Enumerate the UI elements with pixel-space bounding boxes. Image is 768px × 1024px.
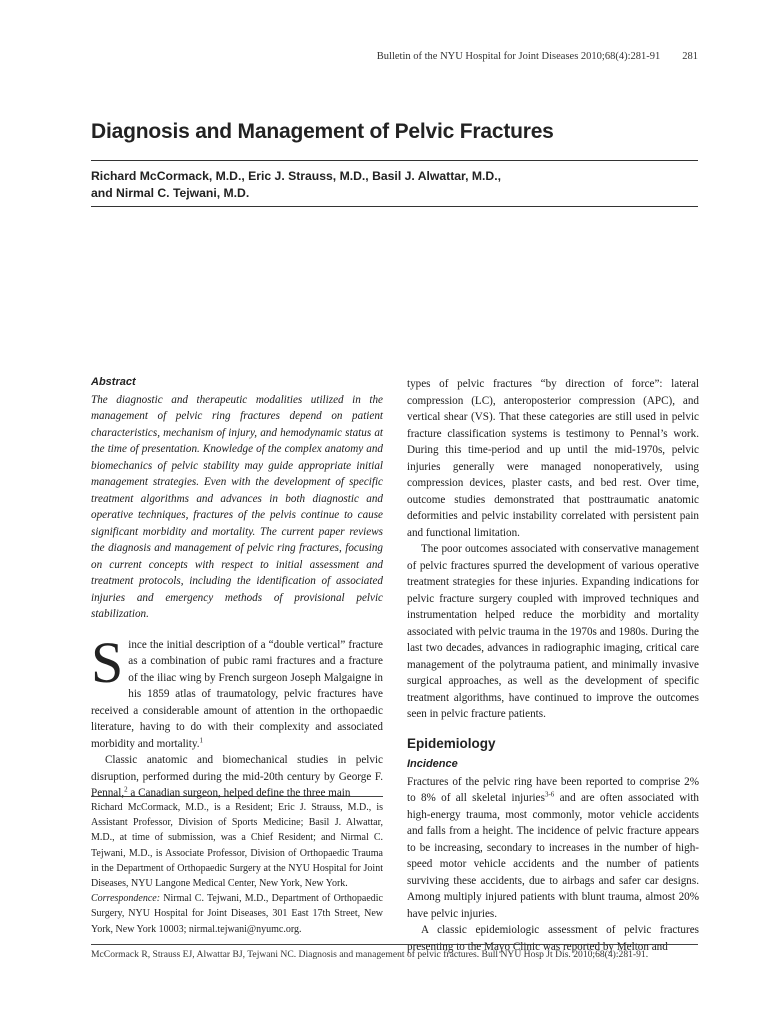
running-header	[377, 51, 698, 62]
section-heading-epidemiology: Epidemiology	[407, 735, 496, 751]
drop-cap: S	[91, 629, 124, 695]
journal-citation-header: Bulletin of the NYU Hospital for Joint Diseases 2010;68(4):281-91	[376, 51, 661, 62]
correspondence-label: Correspondence:	[91, 893, 161, 905]
intro-paragraph-2-text-a: Classic anatomic and biomechanical studies in pelvic disruption, performed during the mid-20th century by George F. Pennal,	[91, 754, 383, 799]
mayo-clinic-paragraph: A classic epidemiologic assessment of pelvic fractures presenting to the Mayo Clinic was reported by Melton and	[407, 924, 699, 953]
reference-3-6: 3-6	[544, 790, 555, 799]
author-list	[91, 168, 691, 202]
body-paragraph-outcomes: The poor outcomes associated with conservative management of pelvic fractures spurred the development of various operative treatment strategies for these injuries. Expanding indications for pelvic fracture surgery coupled with improved techniques and instrumentation helped reduce the morbidity and mortality associated with pelvic trauma in the 1970s and 1980s. During the last two decades, advances in radiographic imaging, critical care management of the polytrauma patient, and minimally invasive surgical approaches, as well as the development of specific treatment algorithms, have continued to improve the outcomes seen in pelvic fracture patients.	[407, 543, 699, 720]
title-rule	[91, 160, 698, 161]
footnote-affiliations: Richard McCormack, M.D., is a Resident; Eric J. Strauss, M.D., is Assistant Professor, Division of Sports Medicine; Basil J. Alwattar, M.D., at time of submission, was a Chief Resident; and Nirmal C. Tejwani, M.D., is Associate Professor, Division of Orthopaedic Trauma in the Department of Orthopaedic Surgery at the NYU Hospital for Joint Diseases, NYU Langone Medical Center, New York, New York.	[91, 802, 383, 890]
authors-line-1: Richard McCormack, M.D., Eric J. Strauss, M.D., Basil J. Alwattar, M.D.,	[91, 169, 501, 183]
intro-paragraph-2	[91, 752, 383, 802]
subsection-heading-incidence: Incidence	[407, 758, 458, 770]
article-title: Diagnosis and Management of Pelvic Fractures	[91, 120, 554, 143]
correspondence-text: Nirmal C. Tejwani, M.D., Department of Orthopaedic Surgery, NYU Hospital for Joint Diseases, 301 East 17th Street, New York, New York 10003; nirmal.tejwani@nyumc.org.	[91, 893, 383, 935]
authors-rule	[91, 206, 698, 207]
abstract-heading: Abstract	[91, 376, 136, 388]
footer-rule	[91, 944, 698, 945]
right-column	[407, 376, 699, 955]
intro-paragraph-2-text-b: a Canadian surgeon, helped define the three main	[127, 787, 351, 799]
page-number: 281	[682, 51, 698, 62]
reference-2: 2	[124, 785, 128, 794]
author-footnote	[91, 796, 383, 937]
incidence-paragraph	[407, 774, 699, 923]
intro-paragraph-1-text: ince the initial description of a “double vertical” fracture as a combination of pubic rami fractures and a fracture of the iliac wing by French surgeon Joseph Malgaigne in his 1859 atlas of traumatology, pelvic fractures have received a considerable amount of attention in the orthopaedic literature, having to do with their complexity and associated morbidity and mortality.	[91, 638, 383, 750]
reference-1: 1	[199, 735, 204, 744]
footnote-correspondence	[91, 891, 383, 937]
abstract-text: The diagnostic and therapeutic modalities utilized in the management of pelvic ring fractures depend on patient characteristics, mechanism of injury, and hemodynamic status at the time of presentation. Knowledge of the complex anatomy and biomechanics of pelvic stability may guide appropriate initial management strategies. Even with the development of specific treatment algorithms and advances in both diagnostic and operative techniques, fractures of the pelvis continue to cause significant morbidity and mortality. The current paper reviews the diagnosis and management of pelvic ring fractures, focusing on current concepts with respect to initial assessment and treatment protocols, including the identification of associated injuries and emergency methods of provisional pelvic stabilization.	[91, 393, 383, 620]
incidence-text-a: Fractures of the pelvic ring have been reported to comprise 2% to 8% of all skeletal injuries	[407, 775, 699, 804]
body-paragraph-continued: types of pelvic fractures “by direction of force”: lateral compression (LC), anteroposterior compression (APC), and vertical shear (VS). That these categories are still used in pelvic fracture classification systems is testimony to Pennal’s work. During this time-period and up until the mid-1970s, pelvic injuries generally were managed nonoperatively, using compression devices, plaster casts, and bed rest. Over time, outcome studies demonstrated that posttraumatic anatomic deformities and pelvic instability correlated with persistent pain and functional limitation.	[407, 378, 699, 539]
authors-line-2: and Nirmal C. Tejwani, M.D.	[91, 186, 250, 200]
suggested-citation: McCormack R, Strauss EJ, Alwattar BJ, Tejwani NC. Diagnosis and management of pelvic fractures. Bull NYU Hosp Jt Dis. 2010;68(4):281-91.	[91, 949, 649, 960]
incidence-text-b: and are often associated with high-energy trauma, most commonly, motor vehicle accidents and falls from a height. The incidence of pelvic fracture appears to be increasing, secondary to increases in the number of high-speed motor vehicle accidents and the number of patients surviving these accidents, due to airbags and safer car designs. Among multiply injured patients with blunt trauma, almost 20% have pelvic injuries.	[407, 792, 699, 920]
intro-paragraph-1	[91, 629, 383, 753]
left-column	[91, 374, 383, 802]
